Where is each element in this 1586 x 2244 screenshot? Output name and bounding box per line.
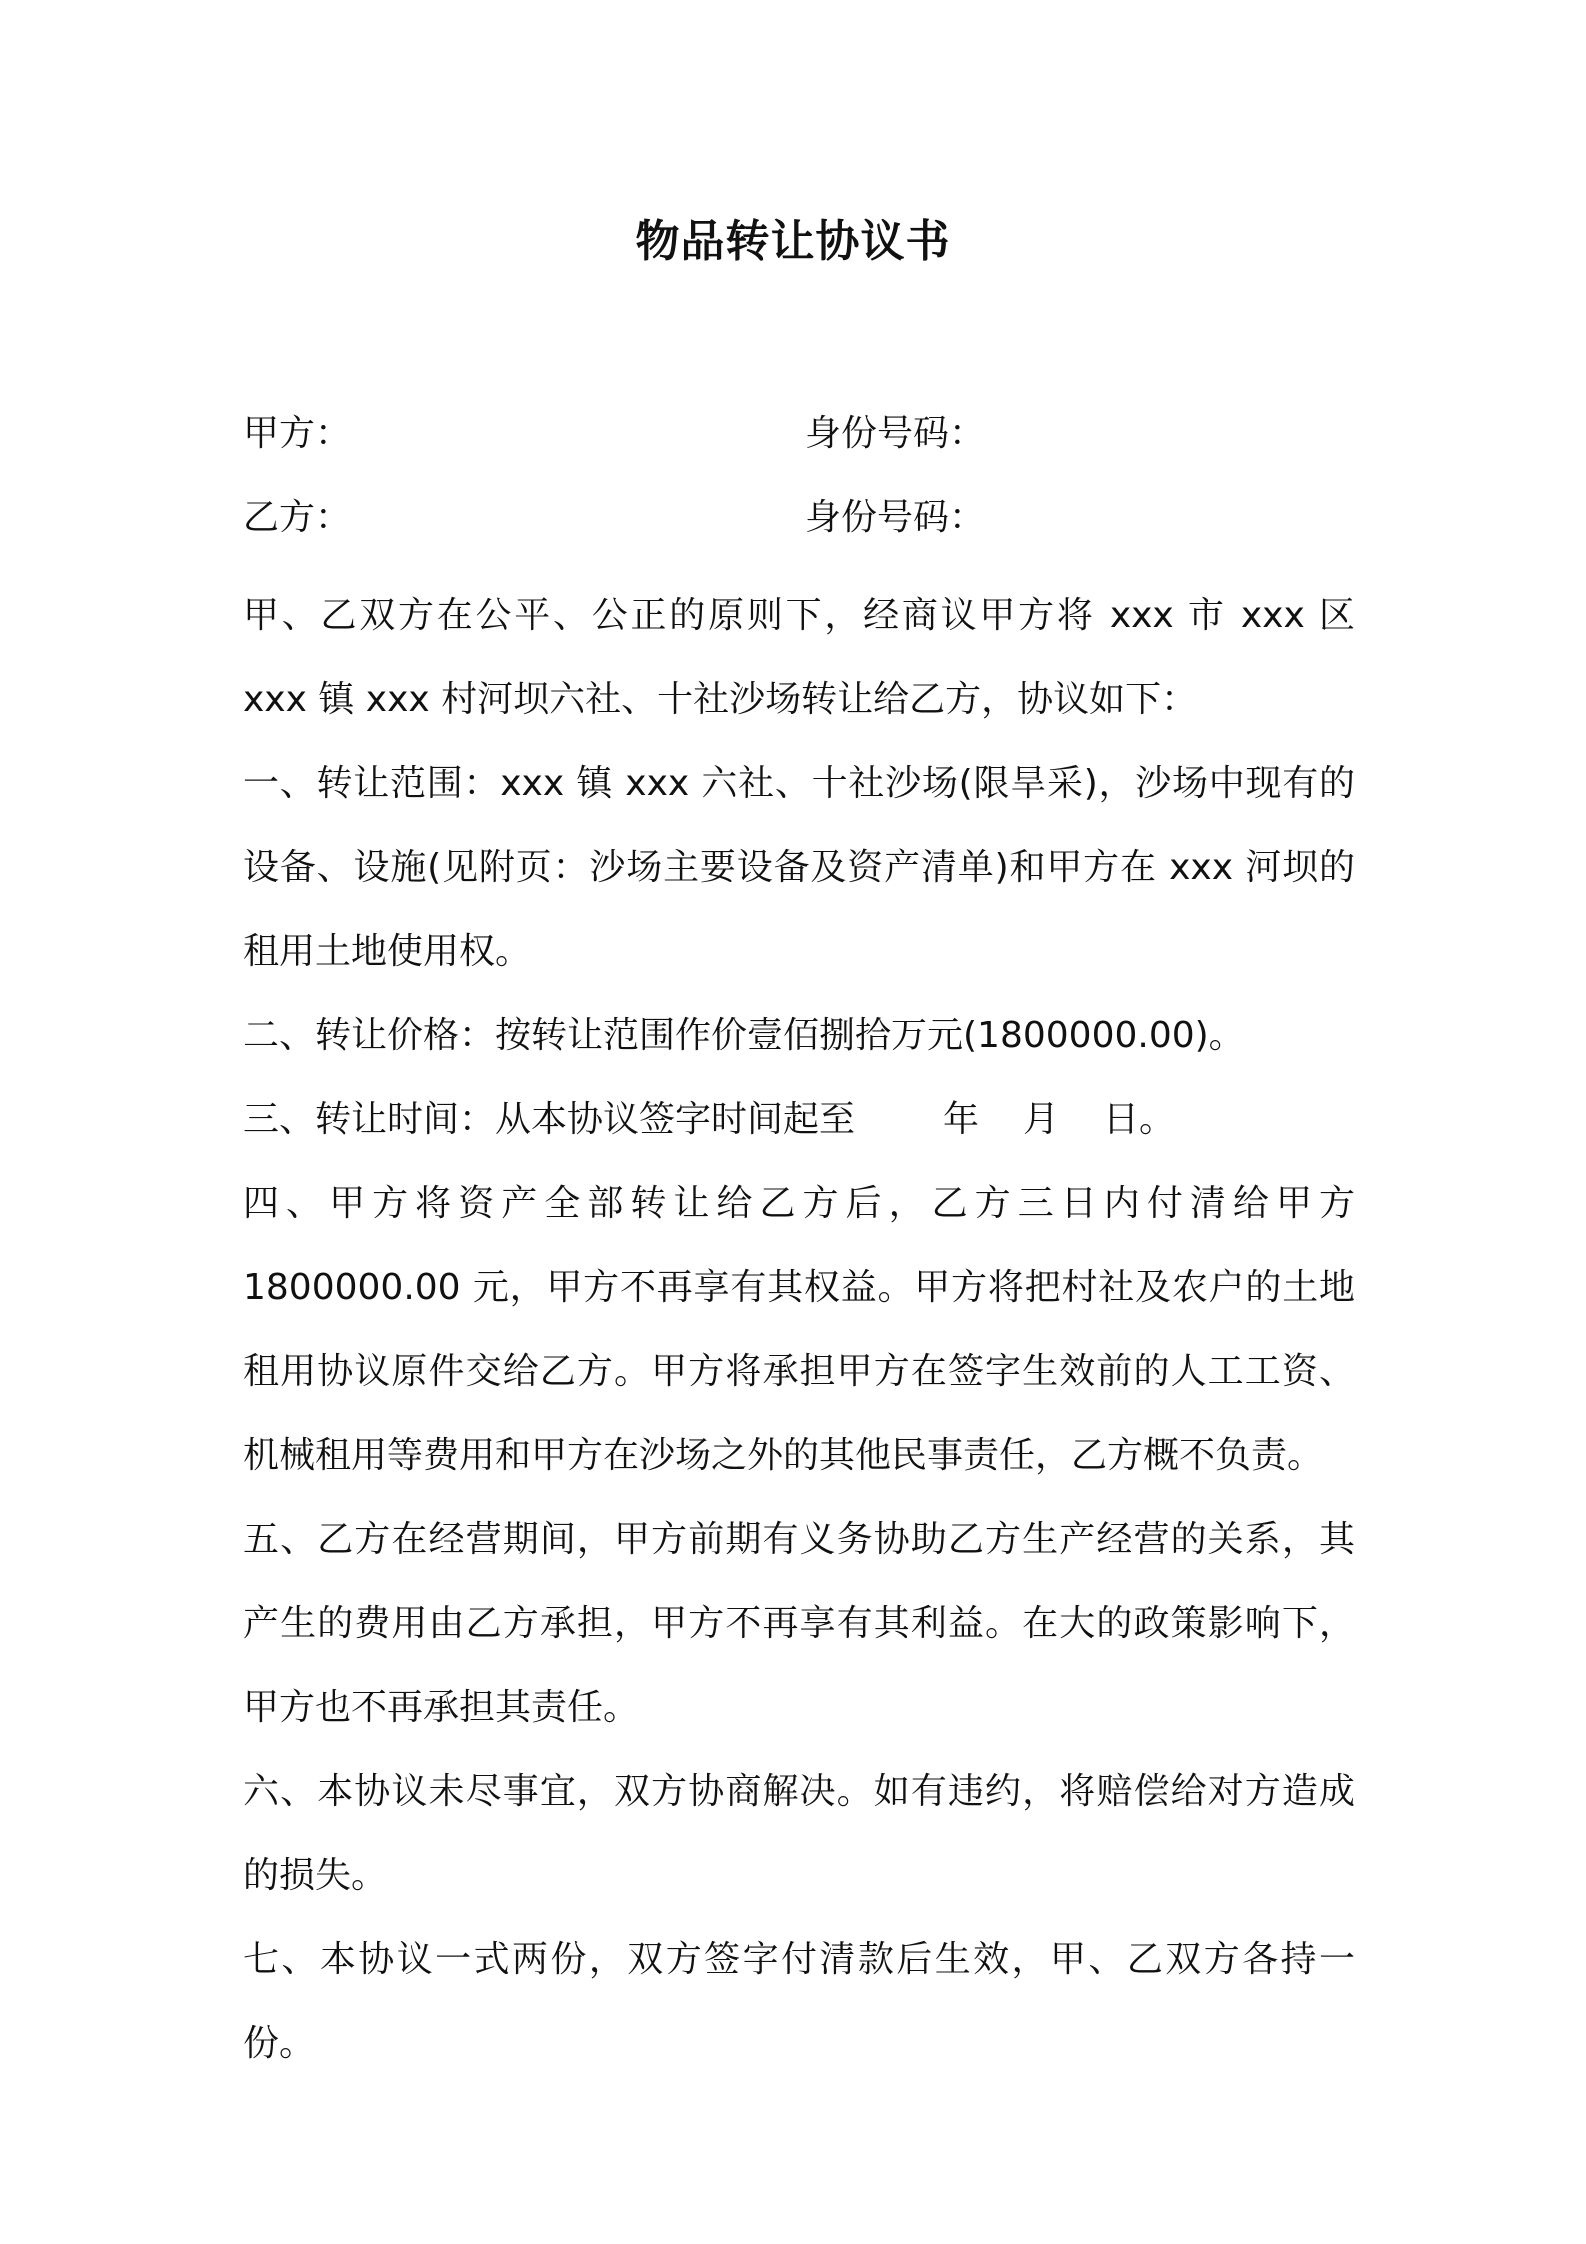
clause-3-year: 年 (943, 1099, 980, 1140)
document-title: 物品转让协议书 (635, 216, 951, 267)
clause-3 (243, 1078, 1355, 1162)
clause-2: 二、转让价格：按转让范围作价壹佰捌拾万元(1800000.00)。 (243, 1015, 1245, 1056)
party-b-row (243, 488, 1363, 548)
clause-7: 七、本协议一式两份，双方签字付清款后生效，甲、乙双方各持一份。 (243, 1939, 1355, 2064)
clause-4: 四、甲方将资产全部转让给乙方后，乙方三日内付清给甲方 1800000.00 元，甲方不再享有其权益。甲方将把村社及农户的土地租用协议原件交给乙方。甲方将承担甲方在签字生效前的人工工资、机械租用等费用和甲方在沙场之外的其他民事责任，乙方概不负责。 (243, 1183, 1355, 1476)
party-b-label: 乙方： (243, 497, 352, 538)
intro-paragraph: 甲、乙双方在公平、公正的原则下，经商议甲方将 xxx 市 xxx 区 xxx 镇 xxx 村河坝六社、十社沙场转让给乙方，协议如下： (243, 595, 1355, 720)
clause-5: 五、乙方在经营期间，甲方前期有义务协助乙方生产经营的关系，其产生的费用由乙方承担，甲方不再享有其利益。在大的政策影响下，甲方也不再承担其责任。 (243, 1519, 1355, 1728)
agreement-body (243, 574, 1355, 2086)
clause-6: 六、本协议未尽事宜，双方协商解决。如有违约，将赔偿给对方造成的损失。 (243, 1771, 1355, 1896)
party-a-id-label: 身份号码： (805, 413, 986, 454)
clause-3-day: 日。 (1103, 1099, 1176, 1140)
clause-1: 一、转让范围：xxx 镇 xxx 六社、十社沙场(限旱采)，沙场中现有的设备、设施(见附页：沙场主要设备及资产清单)和甲方在 xxx 河坝的租用土地使用权。 (243, 763, 1355, 972)
party-a-row (243, 404, 1363, 464)
party-b-id-label: 身份号码： (805, 497, 986, 538)
party-a-label: 甲方： (243, 413, 352, 454)
clause-3-month: 月 (1023, 1099, 1060, 1140)
clause-3-prefix: 三、转让时间：从本协议签字时间起至 (243, 1099, 856, 1140)
